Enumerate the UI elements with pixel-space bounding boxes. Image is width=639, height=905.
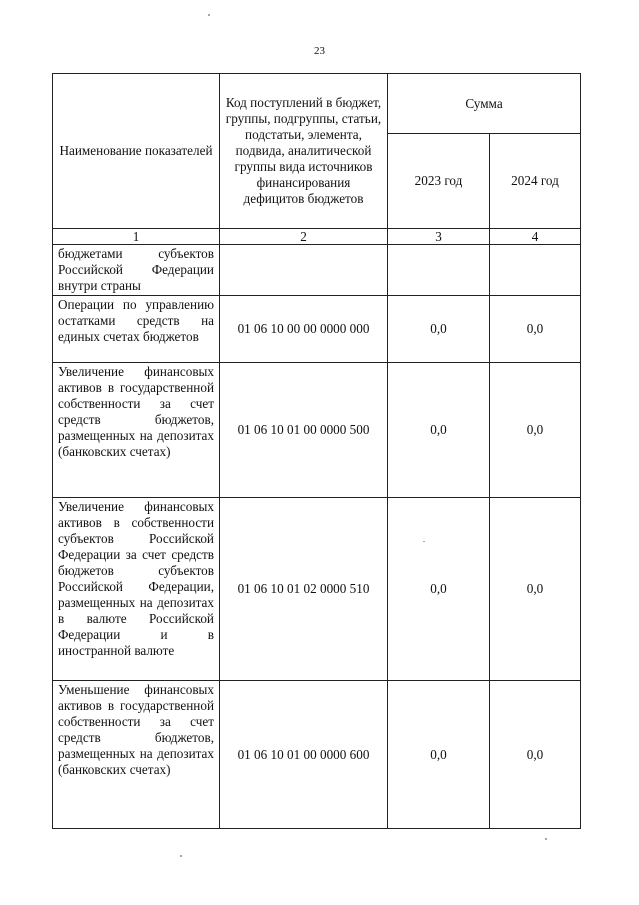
header-year-2024: 2024 год <box>490 134 581 229</box>
budget-code: 01 06 10 00 00 0000 000 <box>220 296 388 363</box>
value-2023: 0,0 <box>388 296 490 363</box>
budget-code: 01 06 10 01 00 0000 600 <box>220 681 388 829</box>
table-row <box>53 681 581 829</box>
column-number: 2 <box>220 229 388 245</box>
budget-code: 01 06 10 01 00 0000 500 <box>220 363 388 498</box>
value-2023: 0,0 <box>388 363 490 498</box>
scan-speck <box>545 838 547 840</box>
indicator-name: Уменьшение финансовых активов в государственной собственности за счет средств бюджетов, размещенных на депозитах (банковских счетах) <box>53 681 220 829</box>
header-sum-col: Сумма <box>388 74 581 134</box>
value-2024: 0,0 <box>490 498 581 681</box>
column-number: 4 <box>490 229 581 245</box>
value-2024: 0,0 <box>490 363 581 498</box>
budget-code <box>220 245 388 296</box>
column-number: 1 <box>53 229 220 245</box>
scan-speck <box>208 14 210 16</box>
value-2024: 0,0 <box>490 296 581 363</box>
value-2023 <box>388 245 490 296</box>
value-2024 <box>490 245 581 296</box>
value-2023: 0,0 <box>388 498 490 681</box>
table-row <box>53 498 581 681</box>
indicator-name: Операции по управлению остатками средств на единых счетах бюджетов <box>53 296 220 363</box>
value-2023: 0,0 <box>388 681 490 829</box>
page-number: 23 <box>314 45 325 57</box>
header-year-2023: 2023 год <box>388 134 490 229</box>
scan-speck <box>180 855 182 857</box>
column-numbers-row <box>53 229 581 245</box>
table-row <box>53 296 581 363</box>
value-2024: 0,0 <box>490 681 581 829</box>
budget-sources-table <box>52 73 581 829</box>
budget-code: 01 06 10 01 02 0000 510 <box>220 498 388 681</box>
table-row <box>53 245 581 296</box>
table-header-row <box>53 74 581 134</box>
scan-speck <box>423 541 425 542</box>
indicator-name: Увеличение финансовых активов в государственной собственности за счет средств бюджетов, размещенных на депозитах (банковских счетах) <box>53 363 220 498</box>
column-number: 3 <box>388 229 490 245</box>
header-name-col: Наименование показателей <box>53 74 220 229</box>
indicator-name: бюджетами субъектов Российской Федерации внутри страны <box>53 245 220 296</box>
indicator-name: Увеличение финансовых активов в собственности субъектов Российской Федерации за счет средств бюджетов субъектов Российской Федерации, размещенных на депозитах в валюте Российской Федерации и в иностранной валюте <box>53 498 220 681</box>
header-code-col: Код поступлений в бюджет, группы, подгруппы, статьи, подстатьи, элемента, подвида, аналитической группы вида источников финансирования дефицитов бюджетов <box>220 74 388 229</box>
table-row <box>53 363 581 498</box>
